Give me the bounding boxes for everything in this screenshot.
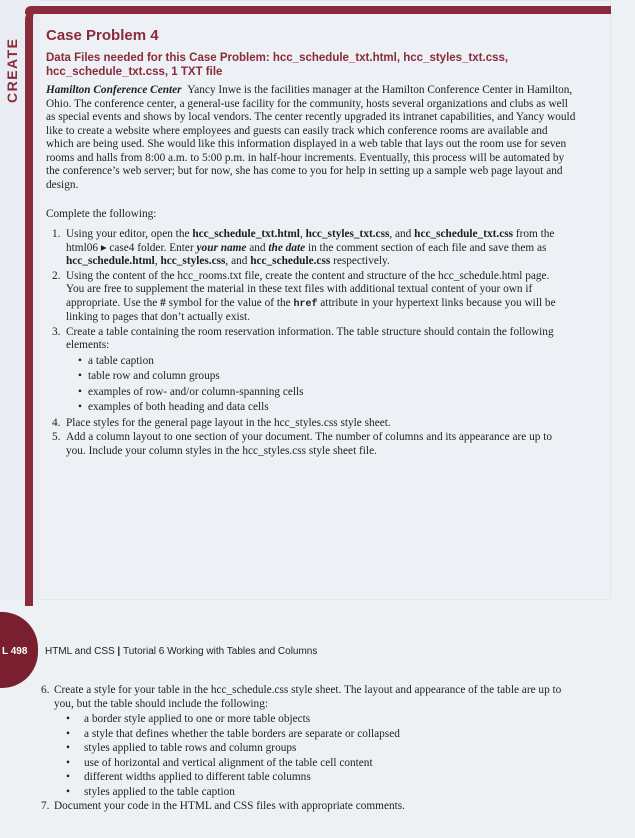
file-name: hcc_schedule.html [66,255,155,267]
data-files-needed: Data Files needed for this Case Problem: hcc_schedule_txt.html, hcc_styles_txt.css, hcc_schedule_txt.css, 1 TXT file [46,52,509,78]
step-text: and [246,241,269,254]
step-text: , and [389,228,415,240]
step-3-bullets [66,355,566,415]
step-number: 3. [52,325,61,338]
step-4 [46,417,566,431]
intro-body: Yancy Inwe is the facilities manager at the Hamilton Conference Center in Hamilton, Ohio. The conference center, a general-use facility for the community, hosts several organizations and clubs as well as special events and shows by local vendors. The center recently upgraded its intranet capabilities, and Yancy would like to create a website where employees and guests can easily track which conference rooms are available and which are being used. She would like this information displayed in a web table that lays out the room use for seven rooms and halls from 8:00 a.m. to 5:00 p.m. in half-hour increments. Eventually, this process will be automated by the conference’s web server; but for now, she has come to you for help in setting up a sample web page layout and design. [46,84,576,191]
bullet-item: • different widths applied to different table columns [66,771,576,785]
bullet-item: • examples of both heading and data cells [78,401,566,415]
bullet-item: • a style that defines whether the table borders are separate or collapsed [66,728,576,742]
emphasis: your name [196,241,247,254]
rail-border [25,6,45,606]
step-text: Create a table containing the room reservation information. The table structure should contain the following elements: [66,325,554,351]
step-text: Place styles for the general page layout in the hcc_styles.css style sheet. [66,416,391,429]
header-separator: | [114,646,124,657]
intro-paragraph [46,84,576,192]
step-text: Using the content of the hcc_rooms.txt file, create the content and structure of the hcc_schedule.html page. You are free to supplement the material in these text files with additional textual content of your own if appropriate. Use the [66,269,550,309]
file-name: hcc_schedule_txt.html [192,228,300,240]
steps-list [46,228,566,459]
step-text: Add a column layout to one section of your document. The number of columns and its appearance are up to you. Include your column styles in the hcc_styles.css style sheet file. [66,431,553,457]
step-number: 6. [41,684,50,696]
step-text: Create a style for your table in the hcc_schedule.css style sheet. The layout and appearance of the table are up to you, but the table should include the following: [54,684,562,710]
header-book: HTML and CSS [45,646,115,657]
step-text: attribute in your hypertext links because you will be linking to pages that don’t actually exist. [66,296,556,323]
case-problem-title: Case Problem 4 [46,27,159,44]
create-side-label: CREATE [4,37,20,103]
bullet-item: • use of horizontal and vertical alignment of the table cell content [66,757,576,771]
page-number: L 498 [2,646,28,657]
file-name: hcc_schedule.css [250,255,331,267]
step-6-bullets [54,713,576,799]
step-text: in the comment section of each file and save them as [305,241,547,254]
running-header [45,646,317,657]
step-text: , and [225,255,251,267]
bullet-item: • a table caption [78,355,566,369]
step-text: symbol for the value of the [165,296,294,309]
step-text: , [154,255,161,267]
file-name: hcc_schedule_txt.css [414,228,514,240]
steps-list-continued [36,684,576,815]
step-text: respectively. [330,255,390,267]
step-number: 1. [52,228,61,240]
step-5 [46,431,566,458]
bullet-item: • table row and column groups [78,370,566,384]
top-accent-bar [25,6,611,14]
step-3 [46,326,566,415]
code-href: href [293,298,318,310]
emphasis: the date [268,241,306,254]
step-text: Using your editor, open the [66,228,193,240]
step-1 [46,228,566,269]
bullet-item: • a border style applied to one or more table objects [66,713,576,727]
step-number: 4. [52,416,61,429]
step-text: Document your code in the HTML and CSS files with appropriate comments. [54,800,405,812]
file-name: hcc_styles.css [160,255,226,267]
bullet-item: • styles applied to the table caption [66,786,576,800]
header-tutorial: Tutorial 6 Working with Tables and Columns [123,646,318,657]
bullet-item: • styles applied to table rows and column groups [66,742,576,756]
step-number: 2. [52,269,61,282]
step-2 [46,270,566,325]
complete-following: Complete the following: [46,208,157,220]
step-6 [36,684,576,799]
file-name: hcc_styles_txt.css [305,228,390,240]
step-7 [36,800,576,814]
step-number: 5. [52,431,61,443]
bullet-item: • examples of row- and/or column-spanning cells [78,386,566,400]
hash-symbol: # [160,296,166,309]
step-number: 7. [41,800,50,812]
step-text: , [299,228,306,240]
step-text: from the html06 ▸ case4 folder. Enter [66,228,555,254]
intro-lead: Hamilton Conference Center [46,84,182,96]
